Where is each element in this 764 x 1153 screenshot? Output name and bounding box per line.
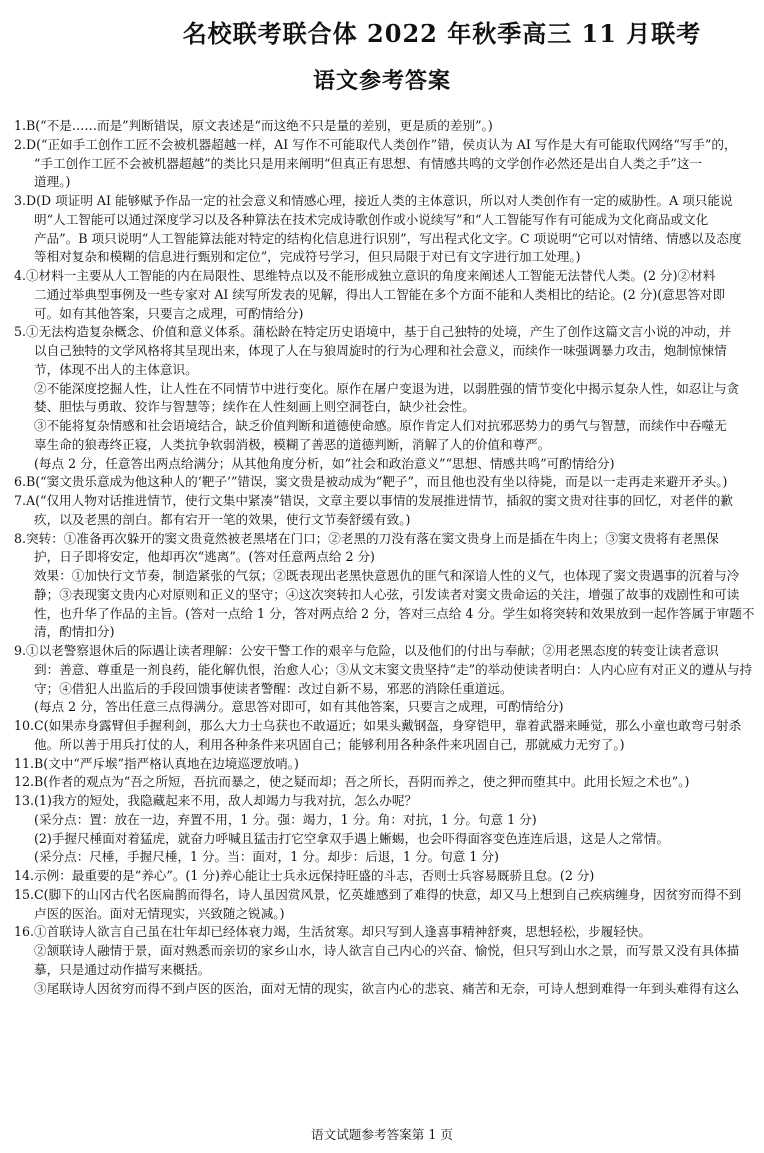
answer-line: 辜生命的狼毒终正寝，人类抗争软弱消极，模糊了善恶的道德判断，消解了人的价值和尊严。: [34, 436, 551, 452]
answer-line: 16.①首联诗人欲言自己虽在壮年却已经体衰力竭，生活贫寒。却只写到人逢喜事精神舒爽，思想轻松，步履轻快。: [14, 924, 652, 940]
answer-line: 2.D(“正如手工创作工匠不会被机器超越一样，AI 写作不可能取代人类创作”错，侯贞认为 AI 写作是大有可能取代网络“写手”的，: [14, 136, 737, 152]
answer-line: 产品”。B 项只说明“人工智能算法能对特定的结构化信息进行识别”，写出程式化文字。C 项说明“它可以对情绪、情感以及态度: [34, 230, 742, 246]
answer-line: 7.A(“仅用人物对话推进情节，使行文集中紧凑”错误，文章主要以事情的发展推进情节，插叙的窦文贵对往事的回忆，对老伴的歉: [14, 493, 733, 508]
answer-line: “手工创作工匠不会被机器超越”的类比只是用来阐明“但真正有思想、有情感共鸣的文学创作必然还是出自人类之手”这一: [34, 155, 703, 171]
answer-line: 二通过举典型事例及一些专家对 AI 续写所发表的见解，得出人工智能在多个方面不能和人类相比的结论。(2 分)(意思答对即: [34, 286, 726, 302]
answer-body: [14, 117, 754, 998]
answer-line: 道理。): [34, 174, 71, 190]
answer-line: 性，也升华了作品的主旨。(答对一点给 1 分，答对两点给 2 分，答对三点给 4 分。学生如将突转和效果放到一起作答属于审题不: [34, 605, 754, 621]
answer-line: 以自己独特的文学风格将其呈现出来，体现了人在与狼周旋时的行为心理和社会意义，而续作一味强调暴力攻击，炮制惊悚情: [34, 343, 727, 358]
answer-line: (采分点：置：放在一边，弃置不用，1 分。强：竭力，1 分。角：对抗，1 分。句意 1 分): [34, 811, 537, 827]
answer-line: 卢医的医治。面对无情现实，兴致随之锐减。): [34, 905, 285, 921]
answer-line: 9.①以老警察退休后的际遇让读者理解：公安干警工作的艰辛与危险，以及他们的付出与奉献；②用老黑态度的转变让读者意识: [14, 643, 719, 658]
answer-line: ③尾联诗人因贫穷而得不到卢医的医治，面对无情的现实，欲言内心的悲哀、痛苦和无奈，可诗人想到难得一年到头难得有这么: [34, 980, 740, 996]
page-title: 名校联考联合体 2022 年秋季高三 11 月联考: [182, 19, 702, 48]
answer-line: 婪、胆怯与勇敢、狡诈与智慧等；续作在人性刻画上则空洞苍白，缺少社会性。: [34, 399, 475, 415]
answer-line: (2)手握尺棰面对着猛虎，就奋力呼喊且猛击打它空拿双手遇上蜥蜴，也会吓得面容变色连连后退，这是人之常情。: [34, 830, 669, 846]
answer-line: 守；④借犯人出监后的手段回馈事使读者警醒：改过自新不易，邪恶的消除任重道远。: [34, 680, 513, 696]
page-footer: 语文试题参考答案第 1 页: [311, 1127, 453, 1142]
answer-line: 摹，只是通过动作描写来概括。: [34, 961, 211, 977]
answer-line: (采分点：尺棰，手握尺棰，1 分。当：面对，1 分。却步：后退，1 分。句意 1 分): [34, 849, 499, 865]
answer-line: 10.C(如果赤身露臂但手握利剑，那么大力士乌获也不敢逼近；如果头戴钢盔，身穿铠甲，靠着武器来睡觉，那么小童也敢弯弓射杀: [14, 718, 742, 733]
page-subtitle: 语文参考答案: [312, 68, 451, 94]
answer-line: 14.示例：最重要的是“养心”。(1 分)养心能让士兵永远保持旺盛的斗志，否则士兵容易厩骄且怠。(2 分): [14, 868, 595, 883]
answer-line: 疚，以及老黑的剖白。都有宕开一笔的效果，使行文节奏舒缓有致。): [34, 511, 411, 527]
answer-line: ③不能将复杂情感和社会语境结合，缺乏价值判断和道德使命感。原作肯定人们对抗邪恶势力的勇气与智慧，而续作中吞噬无: [34, 418, 727, 433]
answer-line: 4.①材料一主要从人工智能的内在局限性、思维特点以及不能形成独立意识的角度来阐述人工智能无法替代人类。(2 分)②材料: [14, 268, 716, 283]
answer-line: 等相对复杂和模糊的信息进行甄别和定位”，完成符号学习，但只局限于对已有文字进行加工处理。): [34, 249, 581, 265]
answer-line: 静；③表现窦文贵内心对原则和正义的坚守；④这次突转扣人心弦，引发读者对窦文贵命运的关注，增强了故事的戏剧性和可读: [34, 586, 740, 602]
answer-line: 可。如有其他答案，只要言之成理，可酌情给分): [34, 305, 304, 321]
answer-line: (每点 2 分，答出任意三点得满分。意思答对即可，如有其他答案，只要言之成理，可酌情给分): [34, 699, 564, 715]
answer-line: 15.C(脚下的山冈古代名医扁鹊而得名，诗人虽因赏风景，忆英雄感到了难得的快意，却又马上想到自己疾病缠身，因贫穷而得不到: [14, 886, 742, 902]
answer-line: 11.B(文中“严斥堠”指严格认真地在边境巡逻放哨。): [14, 755, 299, 771]
answer-line: 12.B(作者的观点为“吾之所短，吾抗而暴之，使之疑而却；吾之所长，吾阴而养之，使之狎而堕其中。此用长短之术也”。): [14, 774, 690, 790]
answer-line: 13.(1)我方的短处，我隐藏起来不用，敌人却竭力与我对抗，怎么办呢？: [14, 793, 418, 808]
answer-line: 8.突转：①准备再次躲开的窦文贵竟然被老黑堵在门口；②老黑的刀没有落在窦文贵身上而是插在牛肉上；③窦文贵将有老黑保: [14, 530, 719, 546]
answer-line: 清，酌情扣分): [34, 624, 115, 640]
answer-line: 效果：①加快行文节奏，制造紧张的气氛；②既表现出老黑快意恩仇的匪气和深谙人性的义气，也体现了窦文贵遇事的沉着与冷: [34, 568, 740, 583]
answer-line: (每点 2 分，任意答出两点给满分；从其他角度分析，如“社会和政治意义”“思想、情感共鸣”可酌情给分): [34, 455, 615, 471]
answer-line: ②颔联诗人融情于景，面对熟悉而亲切的家乡山水，诗人欲言自己内心的兴奋、愉悦，但只写到山水之景，而写景又没有具体描: [34, 943, 740, 958]
answer-line: 5.①无法构造复杂概念、价值和意义体系。蒲松龄在特定历史语境中，基于自己独特的处境，产生了创作这篇文言小说的冲动，并: [14, 324, 732, 340]
answer-line: 3.D(D 项证明 AI 能够赋予作品一定的社会意义和情感心理，接近人类的主体意识，所以对人类创作有一定的威胁性。A 项只能说: [14, 193, 733, 208]
answer-line: 1.B(“不是……而是”判断错误，原文表述是“而这绝不只是量的差别，更是质的差别”。): [14, 118, 493, 133]
answer-line: 6.B(“窦文贵乐意成为他这种人的‘靶子’”错误，窦文贵是被动成为“靶子”，而且他也没有坐以待毙，而是以一走再走来避开矛头。): [14, 474, 728, 490]
answer-line: 明“人工智能可以通过深度学习以及各种算法在技术完成诗歌创作或小说续写”和“人工智能写作有可能成为文化商品或文化: [34, 211, 709, 227]
answer-line: 到：善意、尊重是一剂良药，能化解仇恨，治愈人心；③从文末窦文贵坚持“走”的举动使读者明白：人内心应有对正义的遵从与持: [34, 661, 753, 677]
answer-line: 护，日子即将安定，他却再次“逃离”。(答对任意两点给 2 分): [34, 549, 375, 565]
answer-line: 节，体现不出人的主体意识。: [34, 361, 198, 377]
answer-line: ②不能深度挖掘人性，让人性在不同情节中进行变化。原作在屠户变退为进，以弱胜强的情节变化中揭示复杂人性，如忍让与贪: [34, 380, 740, 396]
answer-line: 他。所以善于用兵打仗的人，利用各种条件来巩固自己；能够利用各种条件来巩固自己，那就威力无穷了。): [34, 736, 625, 752]
